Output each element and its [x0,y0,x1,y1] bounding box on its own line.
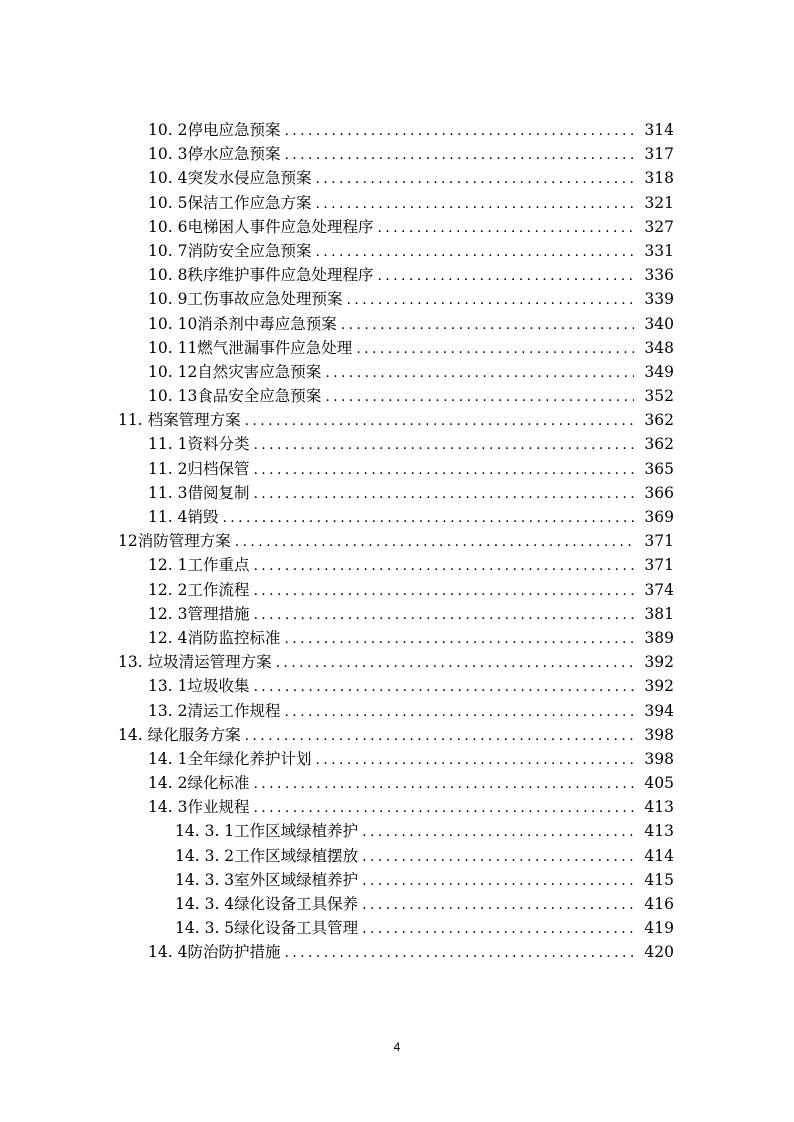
toc-dot-leader [253,433,634,457]
toc-dot-leader [284,700,634,724]
toc-entry-page-number: 369 [644,508,674,526]
toc-dot-leader [377,216,634,240]
toc-entry[interactable] [148,215,674,239]
toc-entry[interactable] [148,384,674,408]
toc-entry[interactable] [118,408,674,432]
toc-entry-title: 11. 1资料分类 [148,435,250,454]
toc-entry-page-number: 362 [644,435,674,454]
toc-entry[interactable] [175,819,674,843]
toc-dot-leader [253,796,634,820]
toc-entry-page-number: 327 [644,217,674,236]
toc-entry[interactable] [148,481,674,505]
toc-entry-page-number: 419 [644,919,674,938]
toc-dot-leader [222,506,634,530]
toc-entry-title: 11. 2归档保管 [148,459,250,478]
toc-dot-leader [346,288,634,312]
toc-entry-title: 14. 3. 2工作区域绿植摆放 [175,846,359,865]
toc-entry-title: 10. 9工伤事故应急处理预案 [148,290,343,309]
toc-entry-page-number: 420 [644,943,674,962]
toc-dot-leader [253,554,634,578]
toc-dot-leader [253,458,634,482]
toc-entry[interactable] [148,287,674,311]
toc-entry[interactable] [175,892,674,916]
toc-entry[interactable] [148,747,674,771]
toc-entry-title: 12. 1工作重点 [148,556,250,575]
toc-entry-page-number: 371 [644,556,674,575]
toc-entry-page-number: 416 [644,895,674,913]
toc-dot-leader [377,264,634,288]
toc-entry-title: 14. 3作业规程 [148,798,250,817]
toc-entry[interactable] [148,360,674,384]
toc-dot-leader [362,917,634,941]
toc-entry[interactable] [148,602,674,626]
toc-entry-title: 13. 垃圾清运管理方案 [118,653,272,672]
toc-entry[interactable] [148,432,674,456]
toc-entry-title: 12. 3管理措施 [148,604,250,623]
toc-entry-title: 10. 7消防安全应急预案 [148,241,312,260]
toc-entry[interactable] [148,553,674,577]
toc-entry[interactable] [148,336,674,360]
toc-entry[interactable] [175,868,674,892]
toc-entry[interactable] [148,191,674,215]
toc-entry-page-number: 371 [644,532,674,551]
toc-entry-page-number: 352 [644,387,674,406]
toc-dot-leader [253,482,634,506]
toc-entry-title: 14. 3. 4绿化设备工具保养 [175,895,359,913]
toc-entry-title: 12. 4消防监控标准 [148,628,281,647]
toc-entry-title: 10. 5保洁工作应急方案 [148,193,312,212]
toc-entry[interactable] [175,916,674,940]
toc-dot-leader [253,579,634,603]
toc-entry-title: 14. 3. 3室外区域绿植养护 [175,870,359,889]
toc-dot-leader [284,627,634,651]
toc-dot-leader [362,893,634,917]
toc-entry[interactable] [148,312,674,336]
toc-dot-leader [253,772,634,796]
toc-entry-page-number: 348 [644,338,674,357]
toc-entry-title: 13. 2清运工作规程 [148,701,281,720]
toc-dot-leader [245,409,634,433]
toc-dot-leader [325,385,634,409]
toc-dot-leader [315,748,634,772]
toc-entry-title: 14. 3. 1工作区域绿植养护 [175,822,359,841]
toc-entry-page-number: 392 [644,677,674,696]
toc-entry[interactable] [118,723,674,747]
table-of-contents [0,118,794,965]
toc-entry-title: 10. 10消杀剂中毒应急预案 [148,314,337,333]
toc-entry-page-number: 392 [644,653,674,672]
toc-entry[interactable] [118,650,674,674]
toc-dot-leader [245,724,634,748]
toc-entry[interactable] [148,674,674,698]
toc-entry-title: 10. 8秩序维护事件应急处理程序 [148,266,374,285]
page-number-footer: 4 [393,1040,401,1054]
toc-dot-leader [253,603,634,627]
toc-dot-leader [253,675,634,699]
toc-entry-title: 11. 3借阅复制 [148,483,250,502]
toc-entry-title: 14. 3. 5绿化设备工具管理 [175,919,359,938]
toc-dot-leader [315,240,634,264]
toc-dot-leader [325,361,634,385]
toc-entry[interactable] [148,118,674,142]
toc-entry-page-number: 366 [644,483,674,502]
toc-entry-page-number: 362 [644,411,674,430]
toc-entry-title: 11. 4销毁 [148,508,219,526]
toc-entry-page-number: 339 [644,290,674,309]
toc-entry-page-number: 405 [644,774,674,793]
toc-entry-page-number: 321 [644,193,674,212]
toc-entry-page-number: 314 [644,121,674,139]
toc-entry[interactable] [148,166,674,190]
toc-dot-leader [362,820,634,844]
toc-entry-page-number: 336 [644,266,674,285]
toc-dot-leader [362,869,634,893]
toc-entry-page-number: 414 [644,846,674,865]
toc-entry-page-number: 349 [644,362,674,381]
toc-entry-page-number: 389 [644,628,674,647]
toc-entry-title: 10. 12自然灾害应急预案 [148,362,322,381]
toc-dot-leader [341,313,634,337]
toc-dot-leader [315,167,634,191]
toc-entry[interactable] [148,771,674,795]
toc-entry-page-number: 317 [644,145,674,164]
toc-entry-title: 10. 6电梯困人事件应急处理程序 [148,217,374,236]
toc-entry-page-number: 365 [644,459,674,478]
toc-entry-title: 10. 13食品安全应急预案 [148,387,322,406]
toc-entry-page-number: 340 [644,314,674,333]
toc-entry-title: 14. 2绿化标准 [148,774,250,793]
toc-entry-page-number: 415 [644,870,674,889]
toc-dot-leader [362,845,634,869]
toc-entry-title: 13. 1垃圾收集 [148,677,250,696]
toc-entry-page-number: 381 [644,604,674,623]
toc-entry-title: 14. 1全年绿化养护计划 [148,749,312,768]
toc-entry[interactable] [148,940,674,964]
toc-entry-page-number: 331 [644,241,674,260]
toc-dot-leader [284,941,634,965]
toc-dot-leader [315,192,634,216]
toc-entry-page-number: 398 [644,725,674,744]
toc-dot-leader [284,119,634,143]
toc-entry[interactable] [148,699,674,723]
toc-dot-leader [276,651,634,675]
toc-entry-page-number: 374 [644,580,674,599]
toc-entry-title: 10. 3停水应急预案 [148,145,281,164]
toc-entry[interactable] [148,795,674,819]
toc-entry[interactable] [148,239,674,263]
toc-entry[interactable] [118,529,674,553]
toc-entry-title: 11. 档案管理方案 [118,411,241,430]
toc-entry-title: 14. 4防治防护措施 [148,943,281,962]
toc-entry-page-number: 318 [644,169,674,188]
toc-dot-leader [284,143,634,167]
toc-entry-page-number: 398 [644,749,674,768]
toc-entry[interactable] [148,457,674,481]
toc-entry-title: 10. 11燃气泄漏事件应急处理 [148,338,353,357]
toc-entry-title: 12. 2工作流程 [148,580,250,599]
toc-dot-leader [356,337,634,361]
toc-entry-page-number: 413 [644,798,674,817]
toc-entry-page-number: 394 [644,701,674,720]
toc-entry[interactable] [175,844,674,868]
toc-entry[interactable] [148,626,674,650]
toc-entry[interactable] [148,505,674,529]
toc-entry-page-number: 413 [644,822,674,841]
toc-entry[interactable] [148,578,674,602]
toc-entry-title: 10. 2停电应急预案 [148,121,281,139]
toc-entry[interactable] [148,263,674,287]
toc-entry-title: 10. 4突发水侵应急预案 [148,169,312,188]
toc-entry-title: 12消防管理方案 [118,532,231,551]
toc-entry-title: 14. 绿化服务方案 [118,725,241,744]
toc-dot-leader [235,530,634,554]
toc-entry[interactable] [148,142,674,166]
